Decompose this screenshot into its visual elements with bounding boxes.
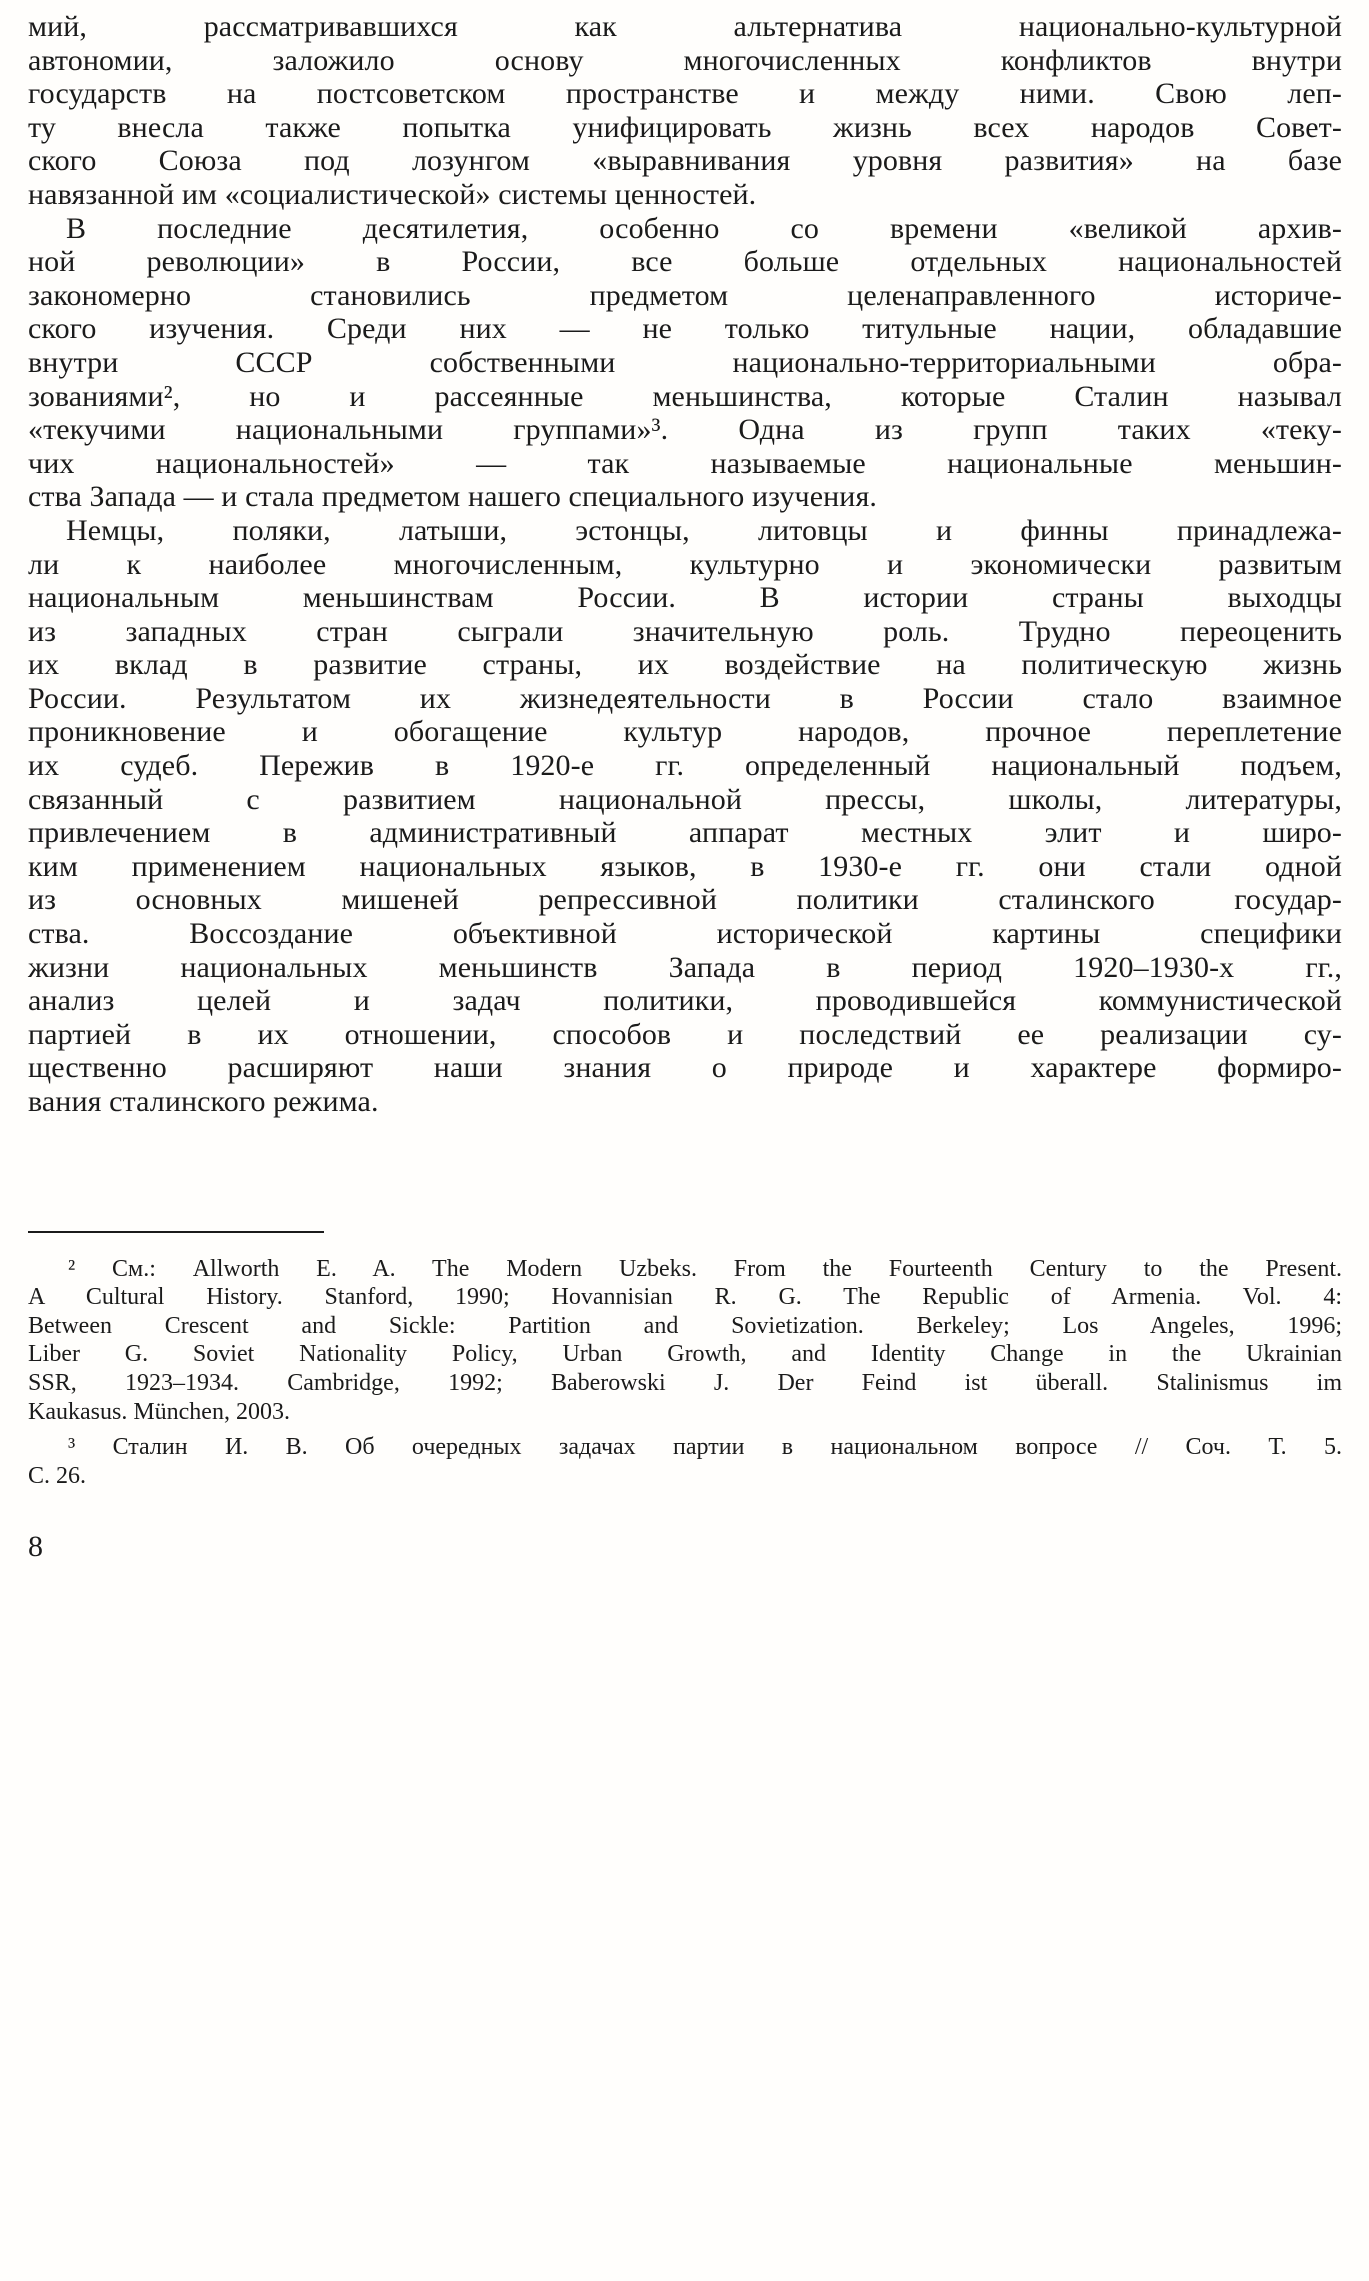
- text-line: «текучими национальными группами»³. Одна из групп таких «теку-: [28, 413, 1342, 447]
- footnote: [28, 1433, 1342, 1490]
- text-line: России. Результатом их жизнедеятельности в России стало взаимное: [28, 681, 1342, 715]
- text-line: их вклад в развитие страны, их воздействие на политическую жизнь: [28, 648, 1342, 682]
- text-line: SSR, 1923–1934. Cambridge, 1992; Baberowski J. Der Feind ist überall. Stalinismus im: [28, 1369, 1342, 1396]
- text-line: ³ Сталин И. В. Об очередных задачах партии в национальном вопросе // Соч. Т. 5.: [68, 1434, 1342, 1461]
- text-line: ту внесла также попытка унифицировать жизнь всех народов Совет-: [28, 110, 1342, 144]
- text-line: ной революции» в России, все больше отдельных национальностей: [28, 245, 1342, 279]
- paragraph: [28, 212, 1342, 514]
- text-line: ким применением национальных языков, в 1930-е гг. они стали одной: [28, 849, 1342, 883]
- text-line: ского Союза под лозунгом «выравнивания уровня развития» на базе: [28, 144, 1342, 178]
- text-line: из западных стран сыграли значительную роль. Трудно переоценить: [28, 614, 1342, 648]
- text-line: национальным меньшинствам России. В истории страны выходцы: [28, 581, 1342, 615]
- text-line: внутри СССР собственными национально-территориальными обра-: [28, 345, 1342, 379]
- text-line: партией в их отношении, способов и последствий ее реализации су-: [28, 1017, 1342, 1051]
- text-line: ства. Воссоздание объективной исторической картины специфики: [28, 917, 1342, 951]
- footnote-separator: [28, 1231, 324, 1233]
- text-line: Kaukasus. München, 2003.: [28, 1398, 290, 1425]
- text-line: ² См.: Allworth E. A. The Modern Uzbeks. From the Fourteenth Century to the Present.: [68, 1255, 1342, 1282]
- text-line: Between Crescent and Sickle: Partition and Sovietization. Berkeley; Los Angeles, 1996;: [28, 1312, 1342, 1339]
- text-line: ства Запада — и стала предметом нашего специального изучения.: [28, 480, 877, 514]
- footnote: [28, 1255, 1342, 1427]
- text-line: автономии, заложило основу многочисленных конфликтов внутри: [28, 43, 1342, 77]
- paragraph: [28, 10, 1342, 212]
- text-line: щественно расширяют наши знания о природе и характере формиро-: [28, 1051, 1342, 1085]
- text-line: В последние десятилетия, особенно со времени «великой архив-: [66, 211, 1342, 245]
- text-line: чих национальностей» — так называемые национальные меньшин-: [28, 446, 1342, 480]
- text-line: жизни национальных меньшинств Запада в период 1920–1930-х гг.,: [28, 950, 1342, 984]
- text-line: закономерно становились предметом целенаправленного историче-: [28, 278, 1342, 312]
- text-line: Немцы, поляки, латыши, эстонцы, литовцы и финны принадлежа-: [66, 513, 1342, 547]
- text-line: их судеб. Пережив в 1920-е гг. определенный национальный подъем,: [28, 749, 1342, 783]
- text-line: анализ целей и задач политики, проводившейся коммунистической: [28, 984, 1342, 1018]
- text-line: ского изучения. Среди них — не только титульные нации, обладавшие: [28, 312, 1342, 346]
- text-line: из основных мишеней репрессивной политики сталинского государ-: [28, 883, 1342, 917]
- text-line: зованиями², но и рассеянные меньшинства, которые Сталин называл: [28, 379, 1342, 413]
- text-line: Liber G. Soviet Nationality Policy, Urban Growth, and Identity Change in the Ukrainian: [28, 1341, 1342, 1368]
- paragraph: [28, 514, 1342, 1119]
- text-line: С. 26.: [28, 1462, 87, 1489]
- page-number: 8: [28, 1530, 43, 1564]
- text-line: проникновение и обогащение культур народов, прочное переплетение: [28, 715, 1342, 749]
- text-line: государств на постсоветском пространстве и между ними. Свою леп-: [28, 77, 1342, 111]
- text-line: A Cultural History. Stanford, 1990; Hovannisian R. G. The Republic of Armenia. Vol. 4:: [28, 1284, 1342, 1311]
- text-line: навязанной им «социалистической» системы ценностей.: [28, 177, 757, 211]
- text-line: мий, рассматривавшихся как альтернатива национально-культурной: [28, 10, 1342, 43]
- text-line: привлечением в административный аппарат местных элит и широ-: [28, 816, 1342, 850]
- text-line: связанный с развитием национальной прессы, школы, литературы,: [28, 782, 1342, 816]
- footnotes: [28, 1255, 1342, 1491]
- body-text: [28, 10, 1342, 1119]
- text-line: вания сталинского режима.: [28, 1085, 379, 1118]
- text-line: ли к наиболее многочисленным, культурно и экономически развитым: [28, 547, 1342, 581]
